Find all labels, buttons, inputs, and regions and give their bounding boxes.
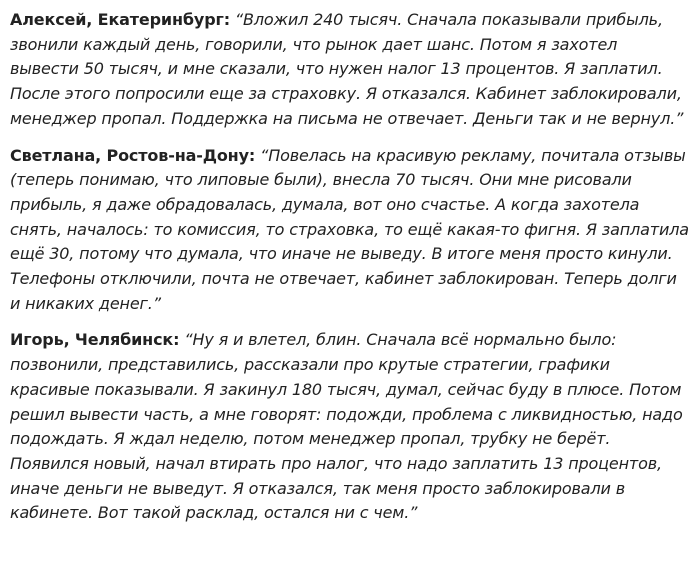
review-quote: “Повелась на красивую рекламу, почитала отзывы (теперь понимаю, что липовые были), внесла 70 тысяч. Они мне рисовали прибыль, я даже обрадовалась, думала, вот оно счастье. А когда захотела снять, началось: то комиссия, то страховка, то ещё какая-то фигня. Я заплатила ещё 30, потому что думала, что иначе не выведу. В итоге меня просто кинули. Телефоны отключили, почта не отвечает, кабинет заблокирован. Теперь долги и никаких денег.” bbox=[10, 145, 689, 313]
review-item bbox=[10, 8, 690, 132]
review-author: Светлана, Ростов-на-Дону: bbox=[10, 145, 256, 165]
review-item bbox=[10, 144, 690, 317]
review-author: Игорь, Челябинск: bbox=[10, 330, 180, 350]
review-item bbox=[10, 328, 690, 526]
review-quote: “Ну я и влетел, блин. Сначала всё нормально было: позвонили, представились, рассказали про крутые стратегии, графики красивые показывали. Я закинул 180 тысяч, думал, сейчас буду в плюсе. Потом решил вывести часть, а мне говорят: подожди, проблема с ликвидностью, надо подождать. Я ждал неделю, потом менеджер пропал, трубку не берёт. Появился новый, начал втирать про налог, что надо заплатить 13 процентов, иначе деньги не выведут. Я отказался, так меня просто заблокировали в кабинете. Вот такой расклад, остался ни с чем.” bbox=[10, 330, 683, 523]
review-quote: “Вложил 240 тысяч. Сначала показывали прибыль, звонили каждый день, говорили, что рынок дает шанс. Потом я захотел вывести 50 тысяч, и мне сказали, что нужен налог 13 процентов. Я заплатил. После этого попросили еще за страховку. Я отказался. Кабинет заблокировали, менеджер пропал. Поддержка на письма не отвечает. Деньги так и не вернул.” bbox=[10, 10, 684, 128]
review-author: Алексей, Екатеринбург: bbox=[10, 10, 230, 29]
